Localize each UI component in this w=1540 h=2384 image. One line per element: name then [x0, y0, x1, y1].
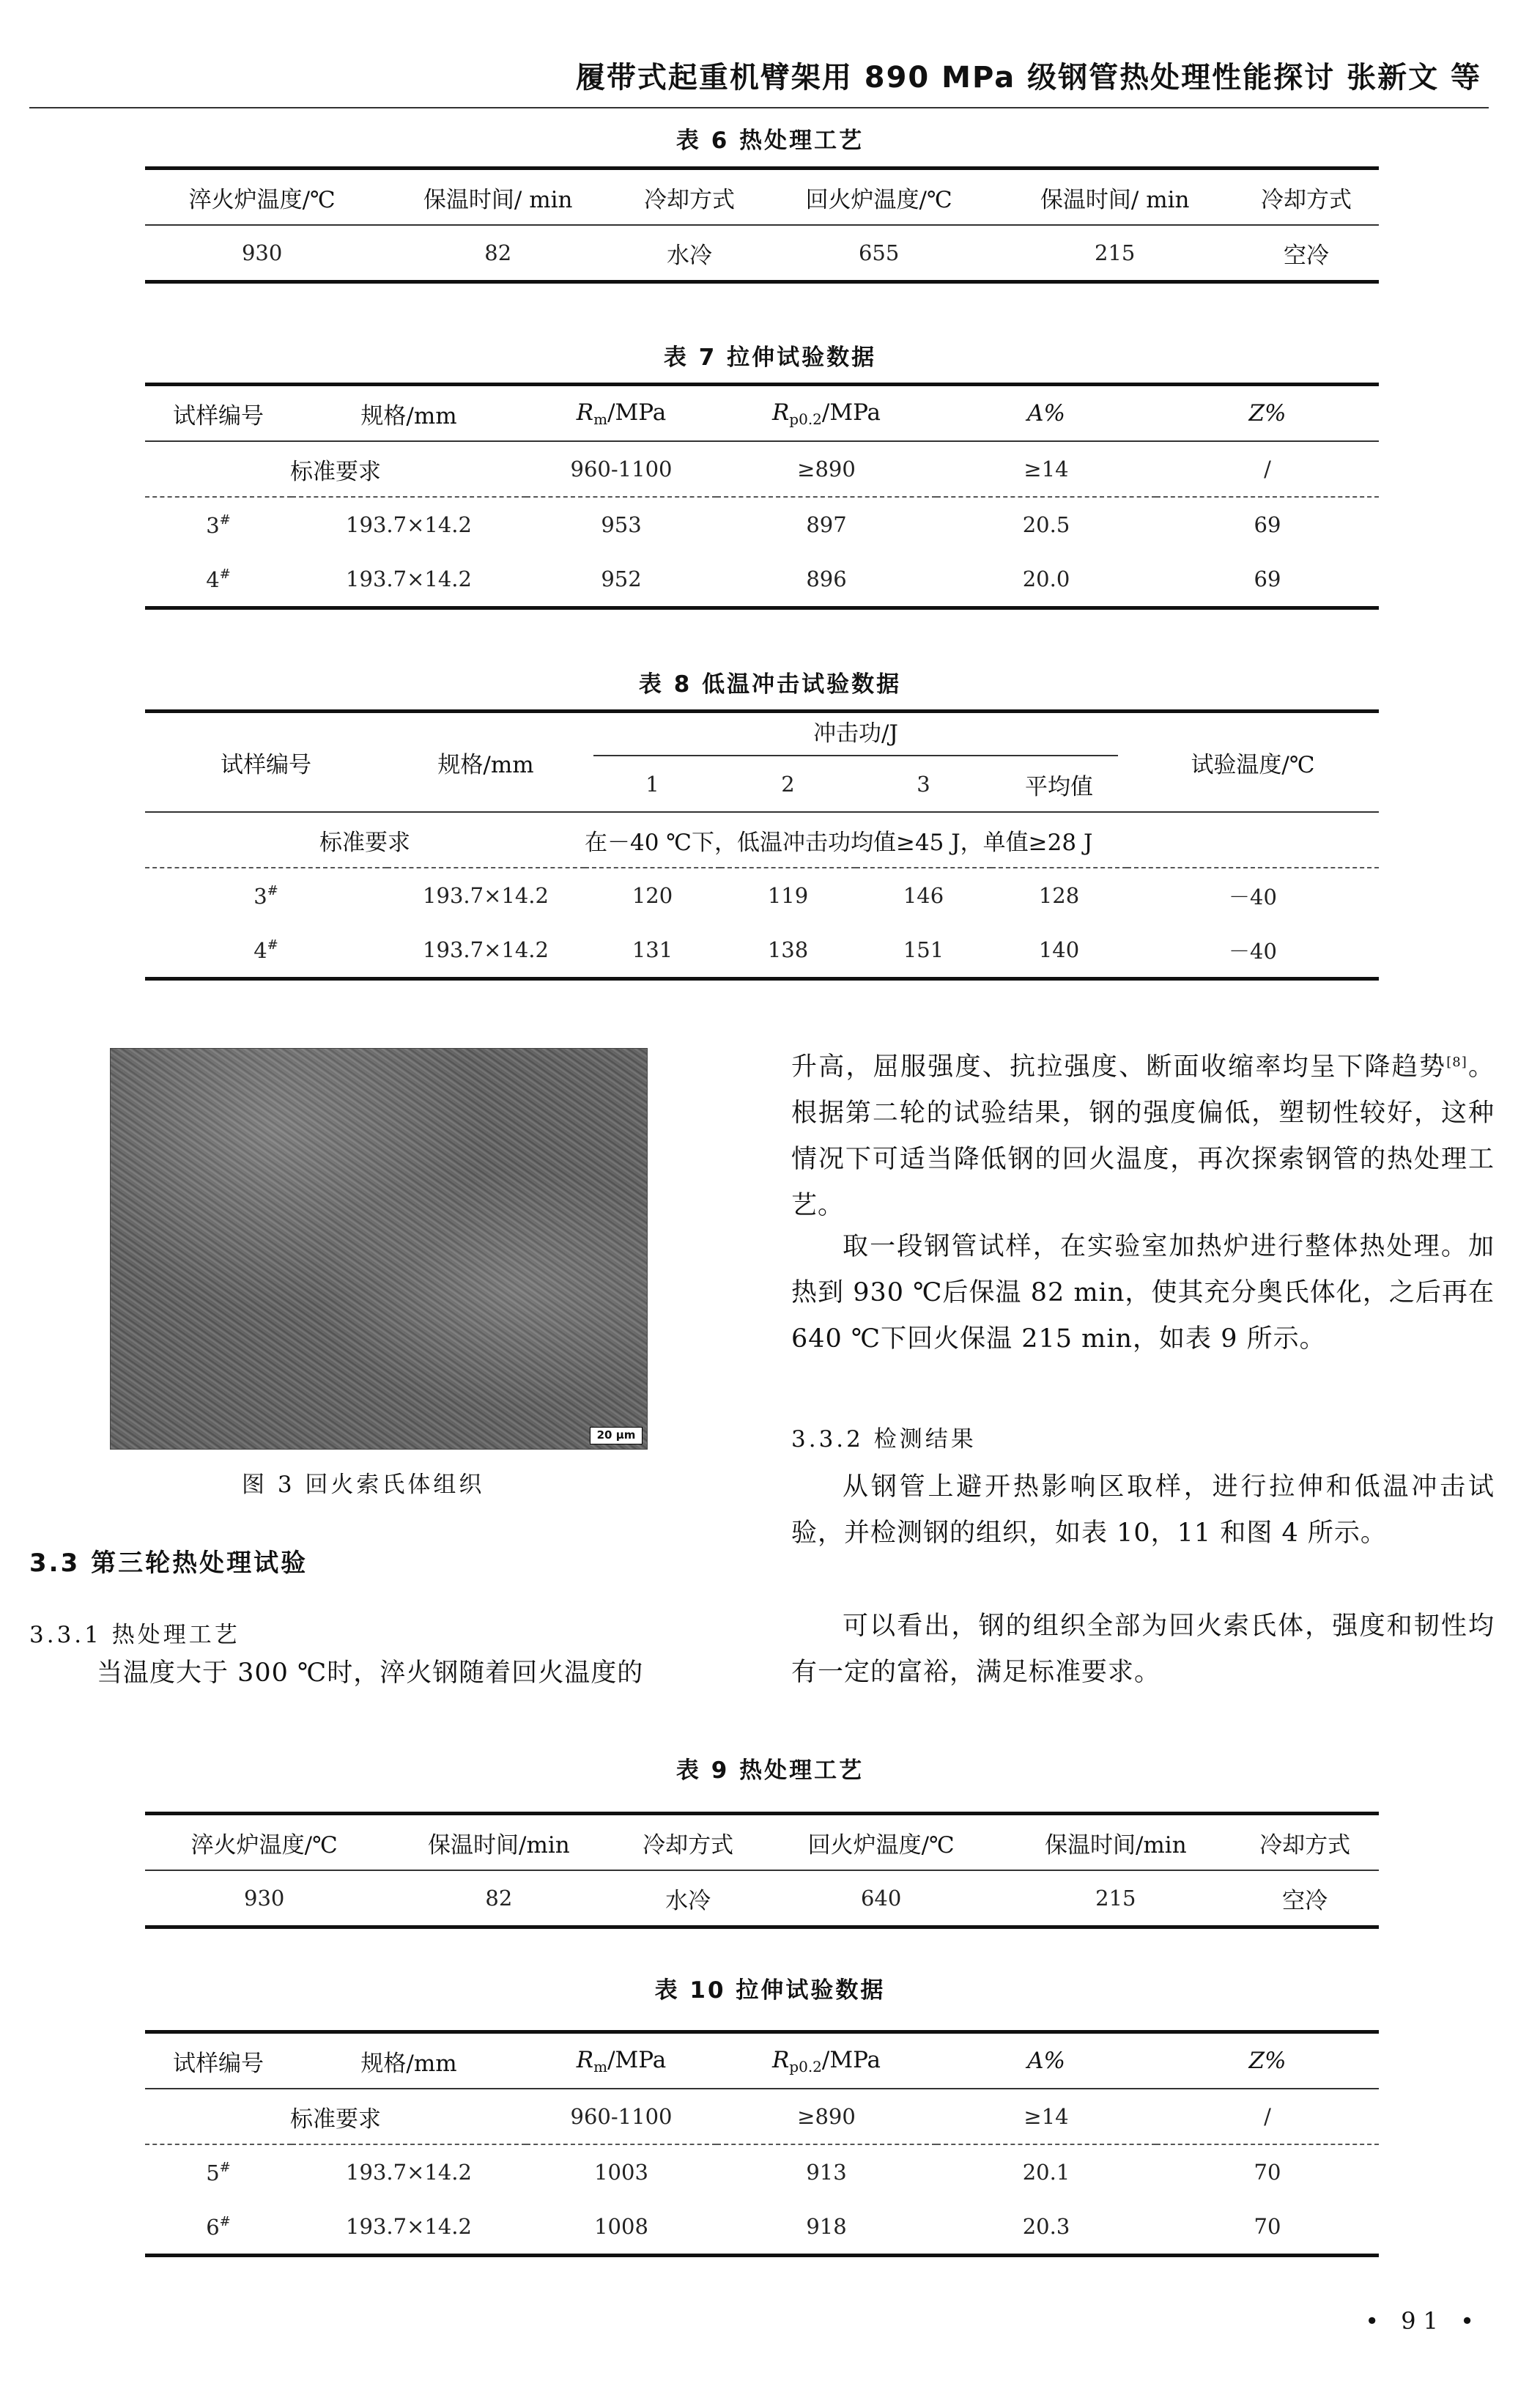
table-cell: 6#	[206, 2213, 231, 2240]
table-cell: 193.7×14.2	[346, 2214, 472, 2239]
table-cell: 215	[1095, 1886, 1136, 1911]
table-cell: 水冷	[665, 1887, 711, 1914]
table-header-cell: 试样编号	[145, 712, 387, 813]
table9	[145, 1812, 1379, 1929]
table-cell: 146	[903, 883, 944, 908]
table-cell: 4#	[206, 566, 231, 592]
table-cell: 215	[1095, 240, 1136, 265]
table-header-cell: A%	[936, 385, 1156, 442]
running-header-title: 履带式起重机臂架用 890 MPa 级钢管热处理性能探讨 张新文 等	[575, 61, 1481, 95]
table-row	[145, 1870, 1379, 1927]
body-paragraph: 从钢管上避开热影响区取样，进行拉伸和低温冲击试验，并检测钢的组织，如表 10，11 和图 4 所示。	[791, 1472, 1495, 1548]
table-cell: 20.3	[1022, 2214, 1070, 2239]
table-header-cell: 1	[585, 757, 720, 812]
scale-bar: 20 μm	[590, 1427, 643, 1444]
table-cell: 3#	[253, 882, 278, 909]
table6	[145, 166, 1379, 284]
table-cell: 193.7×14.2	[346, 2160, 472, 2185]
subsection-heading: 3.3.2 检测结果	[791, 1426, 977, 1453]
table-row	[145, 868, 1379, 923]
table-row	[145, 552, 1379, 608]
table-header-cell: Z%	[1156, 385, 1379, 442]
table-cell: 20.5	[1022, 512, 1070, 537]
body-paragraph: 升高，屈服强度、抗拉强度、断面收缩率均呈下降趋势[8]。根据第二轮的试验结果，钢的强度偏低，塑韧性较好，这种情况下可适当降低钢的回火温度，再次探索钢管的热处理工艺。	[791, 1052, 1495, 1220]
table-header-cell: 试样编号	[145, 2032, 292, 2089]
table-cell: 138	[767, 937, 809, 962]
table8	[145, 709, 1379, 981]
table-header-row	[145, 1814, 1379, 1871]
table-header-cell: 3	[856, 757, 991, 812]
table-header-cell: $R_m$/MPa	[526, 385, 717, 442]
table-header-cell: Z%	[1156, 2032, 1379, 2089]
table-cell: 960-1100	[526, 441, 717, 497]
table-cell: 140	[1038, 937, 1080, 962]
table-header-cell: A%	[936, 2032, 1156, 2089]
table-header-cell: 回火炉温度/℃	[762, 169, 996, 226]
table10-caption: 表 10 拉伸试验数据	[654, 1977, 886, 2004]
body-paragraph: 当温度大于 300 ℃时，淬火钢随着回火温度的	[97, 1658, 644, 1688]
table7	[145, 383, 1379, 610]
table9-caption: 表 9 热处理工艺	[675, 1757, 865, 1784]
table-cell: 3#	[206, 512, 231, 538]
table-cell: 131	[632, 937, 673, 962]
table-cell: 4#	[253, 937, 278, 963]
table-header-cell: 淬火炉温度/℃	[145, 169, 379, 226]
table-header-cell: $R_{p0.2}$/MPa	[717, 385, 936, 442]
table-cell: 70	[1254, 2160, 1281, 2185]
table-cell: 953	[601, 512, 642, 537]
table-cell: ≥14	[936, 441, 1156, 497]
table6-caption: 表 6 热处理工艺	[675, 128, 865, 154]
table-header-cell: 试验温度/℃	[1127, 712, 1379, 813]
body-paragraph: 可以看出，钢的组织全部为回火索氏体，强度和韧性均有一定的富裕，满足标准要求。	[791, 1612, 1495, 1687]
table-header-row	[145, 2032, 1379, 2089]
figure3-caption: 图 3 回火索氏体组织	[242, 1472, 485, 1498]
table-cell: 空冷	[1282, 1887, 1328, 1914]
table-cell: 20.1	[1022, 2160, 1070, 2185]
table-cell: ≥890	[717, 2089, 936, 2144]
table-cell: －40	[1229, 884, 1277, 909]
table-cell: 897	[806, 512, 847, 537]
table-header-cell: 2	[720, 757, 856, 812]
table-cell: 952	[601, 567, 642, 591]
table-cell: 70	[1254, 2214, 1281, 2239]
table-cell: 151	[903, 937, 944, 962]
body-paragraph: 取一段钢管试样，在实验室加热炉进行整体热处理。加热到 930 ℃后保温 82 min，使其充分奥氏体化，之后再在 640 ℃下回火保温 215 min，如表 9 所示。	[791, 1232, 1495, 1354]
table-cell: 193.7×14.2	[423, 883, 549, 908]
table-cell: 69	[1254, 567, 1281, 591]
table-header-cell: 规格/mm	[292, 2032, 526, 2089]
table-cell: 896	[806, 567, 847, 591]
table-header-cell: 保温时间/min	[383, 1814, 614, 1871]
impact-energy-label: 冲击功/J	[593, 715, 1118, 756]
table-header-cell: 淬火炉温度/℃	[145, 1814, 383, 1871]
table-cell: 水冷	[667, 242, 713, 269]
table-cell: 空冷	[1284, 242, 1330, 269]
table-cell: ≥890	[717, 441, 936, 497]
table-cell: 5#	[206, 2159, 231, 2185]
table-cell: 128	[1038, 883, 1080, 908]
table-cell: 193.7×14.2	[423, 937, 549, 962]
table-cell: 标准要求	[145, 441, 526, 497]
table-row	[145, 497, 1379, 552]
table-header-cell: 平均值	[991, 757, 1127, 812]
table-standard-row	[145, 2089, 1379, 2144]
table-header-row	[145, 169, 1379, 226]
table-cell: 193.7×14.2	[346, 567, 472, 591]
table8-caption: 表 8 低温冲击试验数据	[638, 671, 902, 698]
table-cell: 120	[632, 883, 673, 908]
table-cell: 918	[806, 2214, 847, 2239]
table-standard-row	[145, 441, 1379, 497]
table10	[145, 2030, 1379, 2257]
table-cell: －40	[1229, 938, 1277, 964]
table-header-cell	[585, 712, 1127, 758]
table-cell: 119	[767, 883, 809, 908]
table-cell: 标准要求	[145, 2089, 526, 2144]
table-standard-row	[145, 812, 1379, 868]
table-cell: 1008	[594, 2214, 648, 2239]
table-row	[145, 2144, 1379, 2199]
table-cell: 20.0	[1022, 567, 1070, 591]
table-cell: 930	[244, 1886, 285, 1911]
table-header-cell: $R_m$/MPa	[526, 2032, 717, 2089]
table-header-cell: 保温时间/ min	[379, 169, 617, 226]
table-cell: 655	[858, 240, 900, 265]
section-heading: 3.3 第三轮热处理试验	[29, 1549, 308, 1578]
table-cell: 82	[485, 1886, 513, 1911]
table-cell: 在－40 ℃下，低温冲击功均值≥45 J，单值≥28 J	[585, 812, 1379, 868]
table-header-cell: 冷却方式	[1234, 169, 1379, 226]
table-cell: 193.7×14.2	[346, 512, 472, 537]
table-cell: 1003	[594, 2160, 648, 2185]
table-cell: 913	[806, 2160, 847, 2185]
table-cell: 标准要求	[145, 812, 585, 868]
table-header-cell: 规格/mm	[292, 385, 526, 442]
table-cell: 640	[860, 1886, 902, 1911]
table-cell: 82	[484, 240, 512, 265]
subsection-heading: 3.3.1 热处理工艺	[29, 1622, 240, 1648]
table-header-cell: $R_{p0.2}$/MPa	[717, 2032, 936, 2089]
table-cell: /	[1156, 2089, 1379, 2144]
table-row	[145, 2199, 1379, 2256]
table-header-cell: 冷却方式	[617, 169, 762, 226]
table-cell: /	[1156, 441, 1379, 497]
table-row	[145, 225, 1379, 282]
table-row	[145, 923, 1379, 979]
microstructure-photo	[110, 1048, 648, 1450]
table-header-cell: 保温时间/min	[1000, 1814, 1231, 1871]
page-number: • 91 •	[1365, 2307, 1481, 2335]
table-header-cell: 冷却方式	[614, 1814, 762, 1871]
table-header-cell: 保温时间/ min	[996, 169, 1234, 226]
table-header-row	[145, 385, 1379, 442]
table-cell: ≥14	[936, 2089, 1156, 2144]
table7-caption: 表 7 拉伸试验数据	[663, 344, 877, 371]
table-header-row	[145, 712, 1379, 758]
table-header-cell: 回火炉温度/℃	[762, 1814, 1000, 1871]
table-cell: 69	[1254, 512, 1281, 537]
table-header-cell: 试样编号	[145, 385, 292, 442]
table-cell: 960-1100	[526, 2089, 717, 2144]
running-header	[29, 45, 1489, 108]
table-cell: 930	[241, 240, 283, 265]
table-header-cell: 规格/mm	[387, 712, 585, 813]
table-header-cell: 冷却方式	[1231, 1814, 1379, 1871]
